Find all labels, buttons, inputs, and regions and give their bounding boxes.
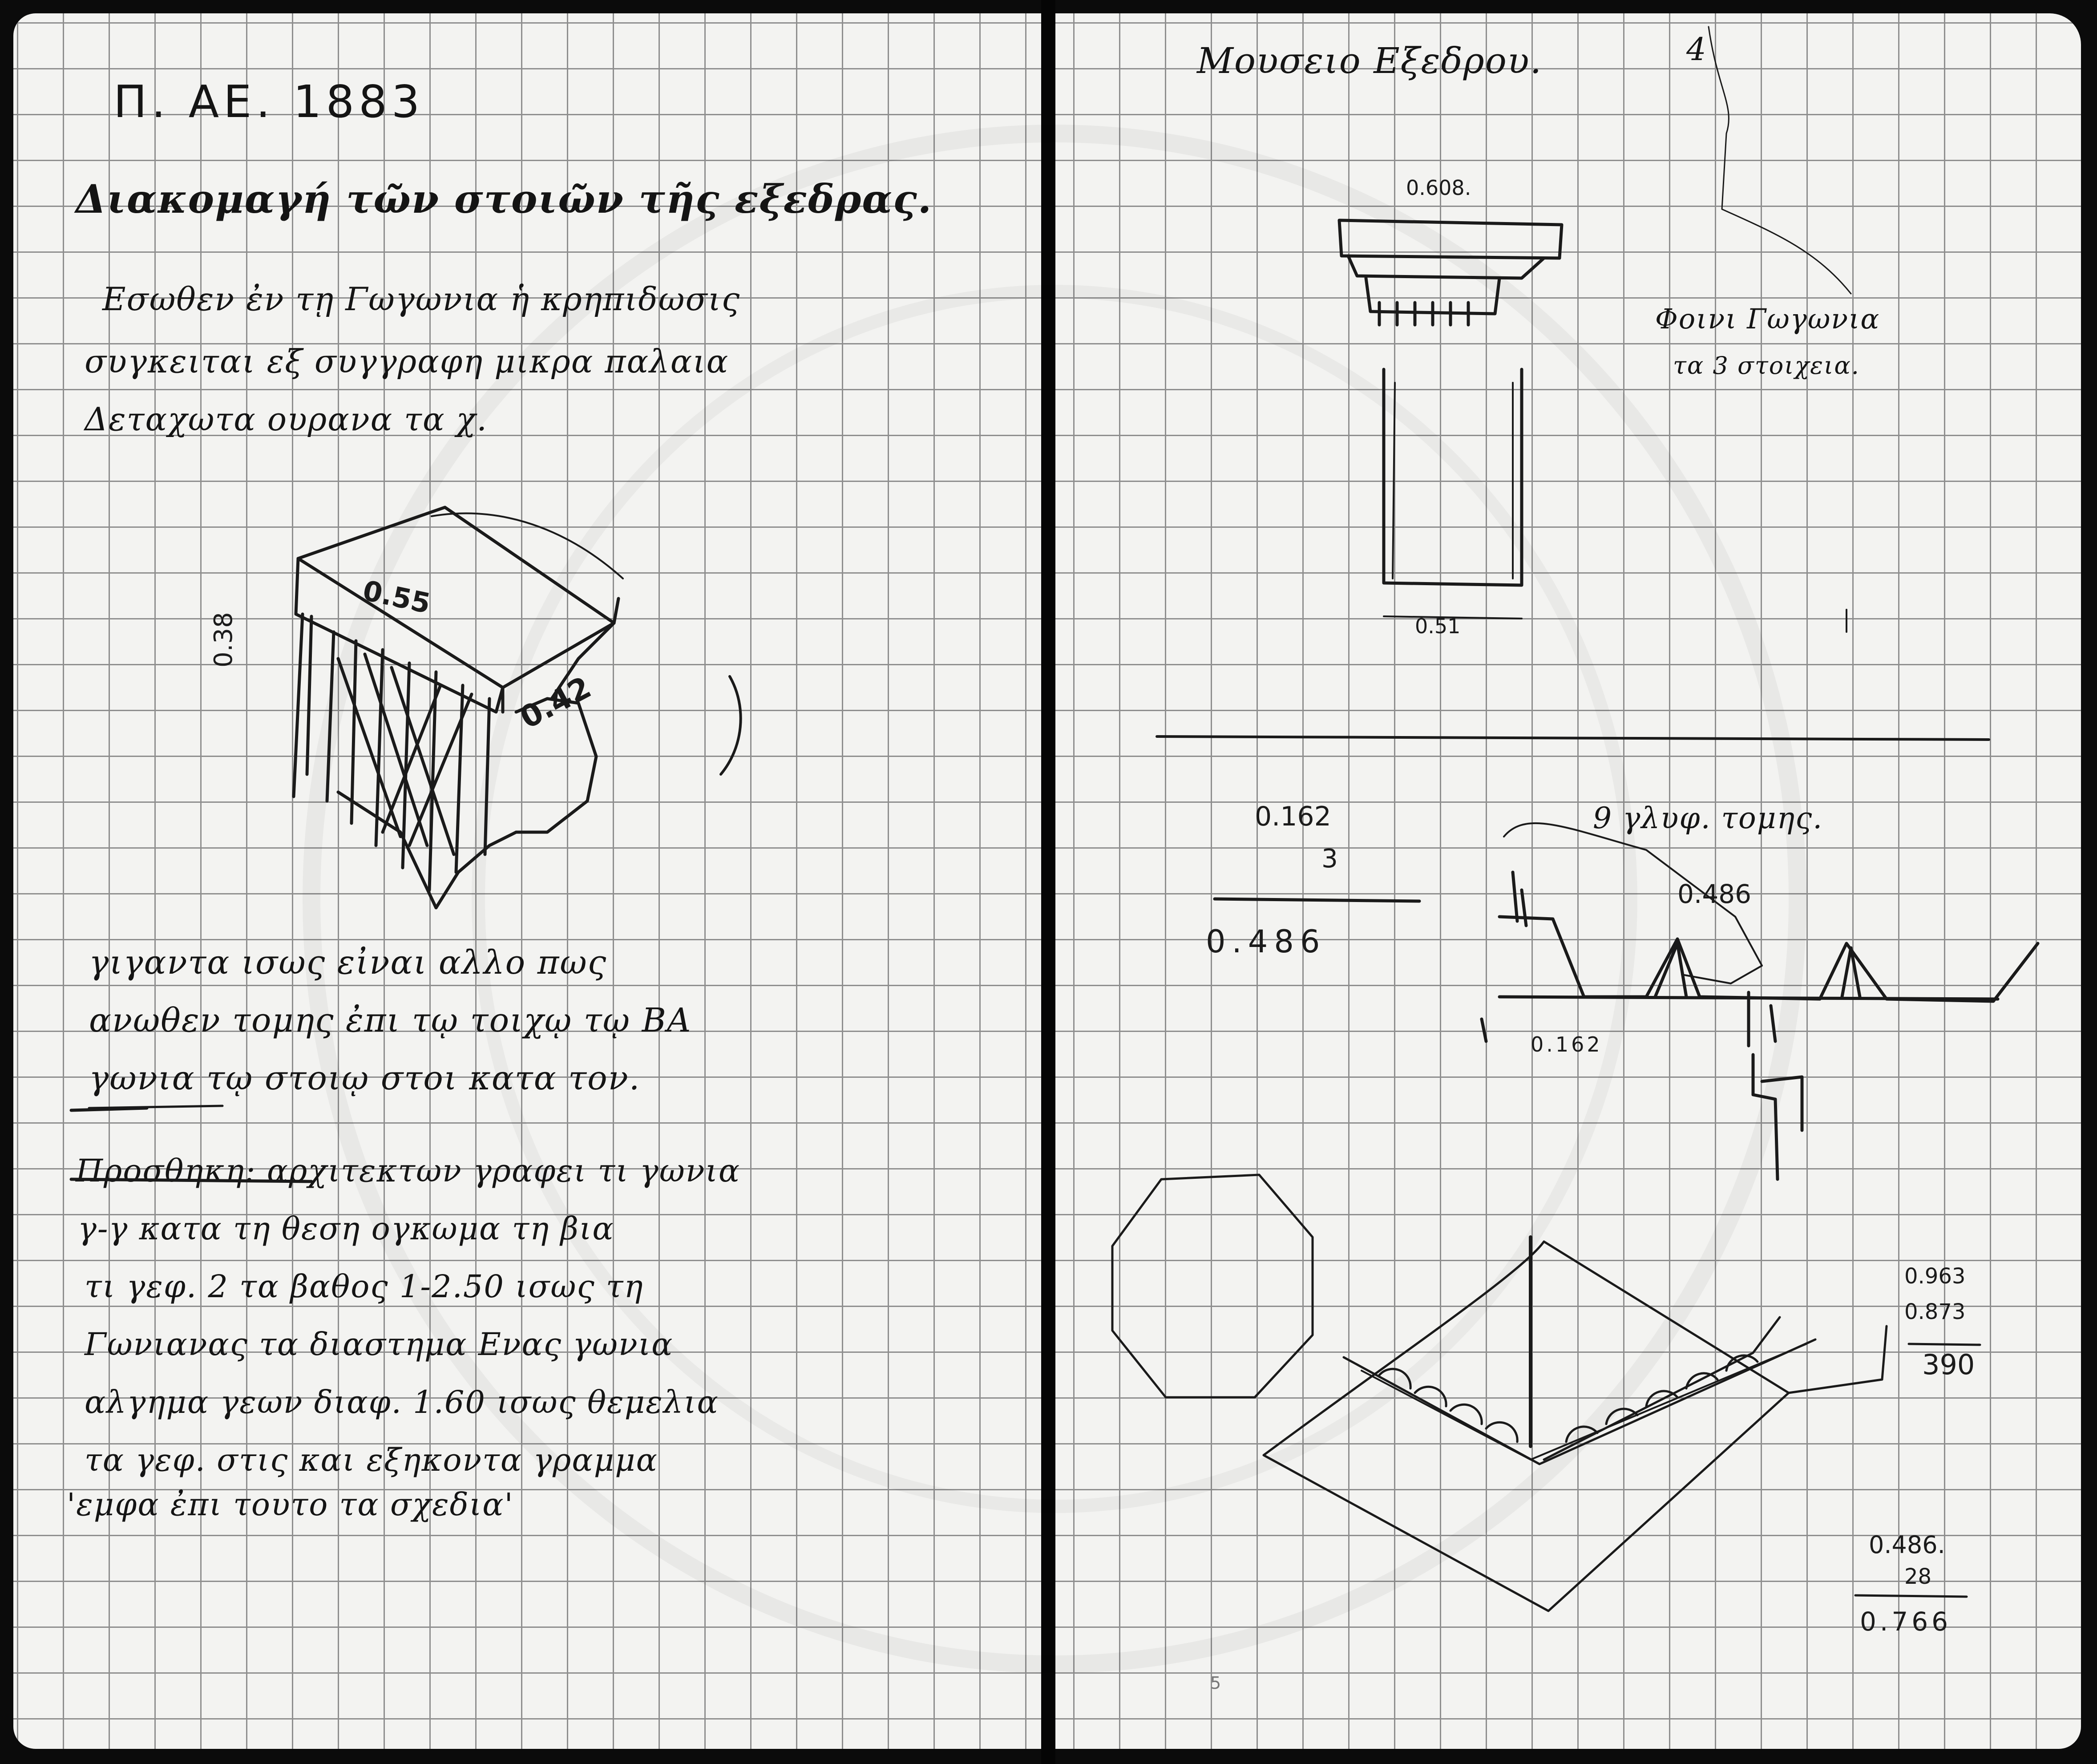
- text-line: γιγαντα ισως εἰναι αλλο πως: [89, 943, 607, 982]
- page-corner-mark: 4: [1686, 31, 1707, 68]
- calc-line: 28: [1904, 1564, 1932, 1589]
- calc-line: 0.873: [1904, 1299, 1966, 1324]
- text-line: Προσθηκη: αρχιτεκτων γραφει τι γωνια: [76, 1153, 741, 1189]
- page-title: Διακομαγή τῶν στοιῶν τῆς εξεδρας.: [76, 176, 933, 222]
- text-line: γ-γ κατα τη θεση ογκωμα τη βια: [78, 1210, 614, 1247]
- text-line: αλγημα γεων διαφ. 1.60 ισως θεμελια: [85, 1384, 719, 1420]
- calc-operand: 0.162: [1255, 801, 1331, 832]
- text-line: Εσωθεν ἐν τῃ Γωγωνια ἡ κρηπιδωσις: [102, 280, 741, 318]
- capital-width-label: 0.55: [360, 574, 433, 620]
- text-line: ανωθεν τομης ἐπι τῳ τοιχῳ τῳ ΒΑ: [89, 1001, 692, 1040]
- text-line: Φοινι Γωγωνια: [1655, 303, 1880, 335]
- capital-depth-label: 0.42: [514, 670, 597, 736]
- text-line: τα 3 στοιχεια.: [1673, 352, 1860, 380]
- column-top-label: 0.608.: [1406, 176, 1471, 200]
- calc-result: 390: [1922, 1348, 1975, 1381]
- text-line: Γωνιανας τα διαστημα Ενας γωνια: [85, 1326, 674, 1363]
- column-bottom-label: 0.51: [1415, 614, 1461, 638]
- text-line: γωνια τῳ στοιῳ στοι κατα τον.: [89, 1059, 641, 1097]
- text-line: τι γεφ. 2 τα βαθος 1-2.50 ισως τη: [85, 1268, 644, 1305]
- page-header: Π. ΑΕ. 1883: [113, 76, 424, 128]
- triglyph-top-label: 0.486: [1677, 879, 1752, 909]
- triglyph-note: 9 γλυφ. τομης.: [1593, 801, 1823, 835]
- calc-multiplier: 3: [1321, 843, 1338, 874]
- text-line: Δεταχωτα ουρανα τα χ.: [85, 401, 488, 438]
- text-line: 'εμφα ἐπι τουτο τα σχεδια': [67, 1486, 514, 1523]
- capital-height-label: 0.38: [209, 612, 238, 668]
- right-page-title: Μουσειο Εξεδρου.: [1197, 40, 1543, 81]
- text-line: τα γεφ. στις και εξηκοντα γραμμα: [85, 1442, 658, 1478]
- text-line: συγκειται εξ συγγραφη μικρα παλαια: [85, 343, 729, 380]
- calc-result: 0.486: [1206, 923, 1326, 960]
- triglyph-bottom-label: 0.162: [1531, 1032, 1603, 1056]
- page-number-mark: 5: [1210, 1673, 1221, 1693]
- calc-line: 0.963: [1904, 1264, 1966, 1289]
- calc-result: 0.766: [1860, 1606, 1952, 1637]
- calc-line: 0.486.: [1869, 1531, 1945, 1559]
